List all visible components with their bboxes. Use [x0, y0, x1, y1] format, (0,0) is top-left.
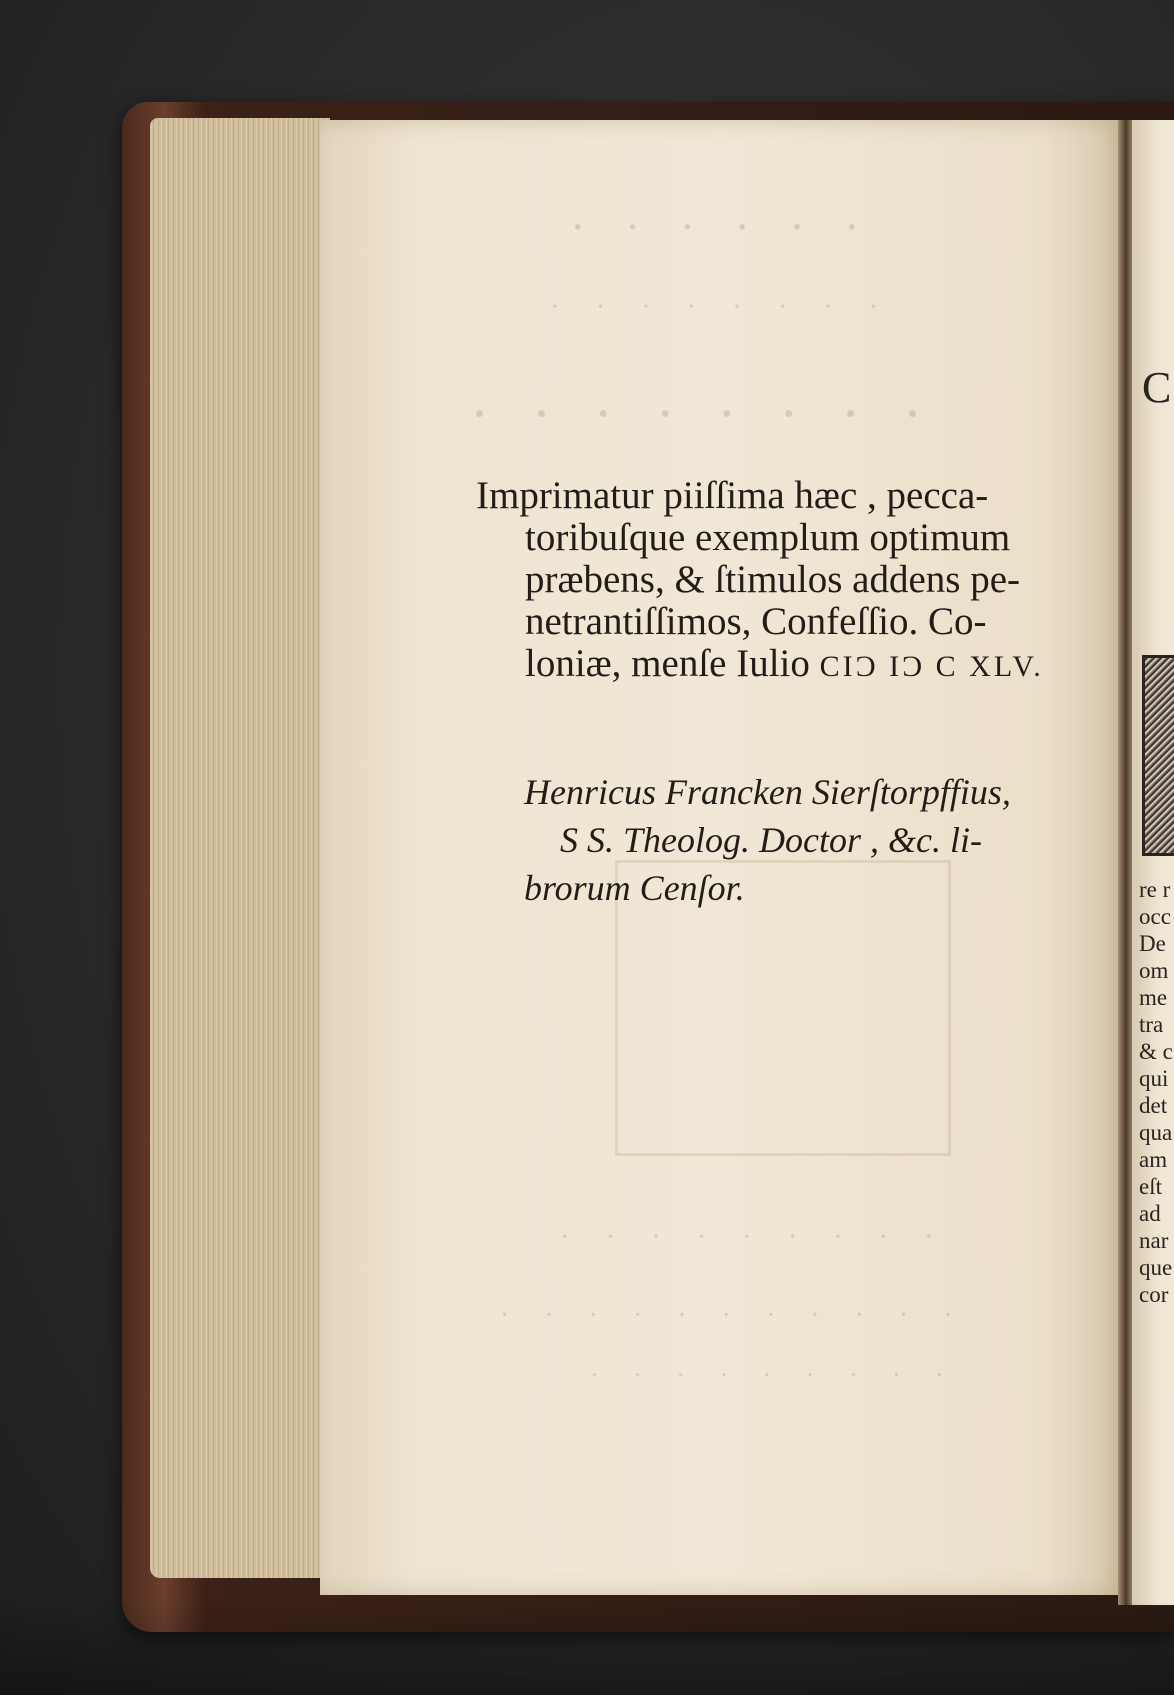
right-page-initial: C: [1142, 363, 1172, 412]
imprimatur-place-month: loniæ, menſe Iulio: [525, 642, 810, 685]
right-page-fragment: am: [1139, 1147, 1168, 1172]
imprimatur-line: præbens, & ſtimulos addens pe-: [525, 558, 1021, 601]
imprimatur-line: Imprimatur piiſſima hæc , pecca-: [476, 474, 989, 517]
right-page-edge: [1132, 120, 1174, 1605]
right-page-fragment: eſt: [1139, 1174, 1162, 1199]
right-page-fragment: tra: [1139, 1012, 1164, 1037]
right-page-fragment: De: [1139, 931, 1166, 956]
right-page-fragment: re r: [1139, 877, 1171, 902]
show-through-line: · · · · · · · ·: [550, 290, 893, 323]
right-page-fragment: ad: [1139, 1201, 1161, 1226]
imprimatur-date: CIƆ IƆ C XLV.: [819, 650, 1044, 683]
right-page-fragment: me: [1139, 985, 1168, 1010]
woodcut-illustration: [1142, 655, 1174, 856]
page-edges: [150, 118, 330, 1578]
right-page-fragment: cor: [1139, 1282, 1169, 1307]
show-through-line: · · · · · ·: [570, 201, 874, 252]
right-page-fragment: que: [1139, 1255, 1173, 1280]
show-through-line: · · · · · · · · · · ·: [500, 1300, 967, 1331]
show-through-line: · · · · · · · ·: [470, 381, 937, 446]
right-page-fragment: qua: [1139, 1120, 1173, 1145]
right-page-fragment: qui: [1139, 1066, 1169, 1091]
imprimatur-line-last: [525, 643, 1096, 688]
signature-line: Henricus Francken Sierſtorpffius,: [524, 772, 1011, 812]
show-through-line: · · · · · · · · ·: [590, 1360, 958, 1389]
signature-line: brorum Cenſor.: [524, 868, 745, 908]
right-page-fragment: occ: [1139, 904, 1171, 929]
imprimatur-line: toribuſque exemplum optimum: [525, 516, 1011, 559]
signature-line: S S. Theolog. Doctor , &c. li-: [560, 820, 982, 860]
imprimatur-line: netrantiſſimos, Confeſſio. Co-: [525, 600, 987, 643]
imprimatur-paragraph: [476, 475, 1096, 688]
right-page-fragment: det: [1139, 1093, 1168, 1118]
show-through-line: · · · · · · · · ·: [560, 1220, 948, 1253]
bottom-shadow: [0, 1600, 1174, 1695]
right-page-fragment: om: [1139, 958, 1169, 983]
right-page-fragment: & c: [1139, 1039, 1173, 1064]
censor-signature: [524, 768, 1104, 912]
right-page-fragment: nar: [1139, 1228, 1169, 1253]
